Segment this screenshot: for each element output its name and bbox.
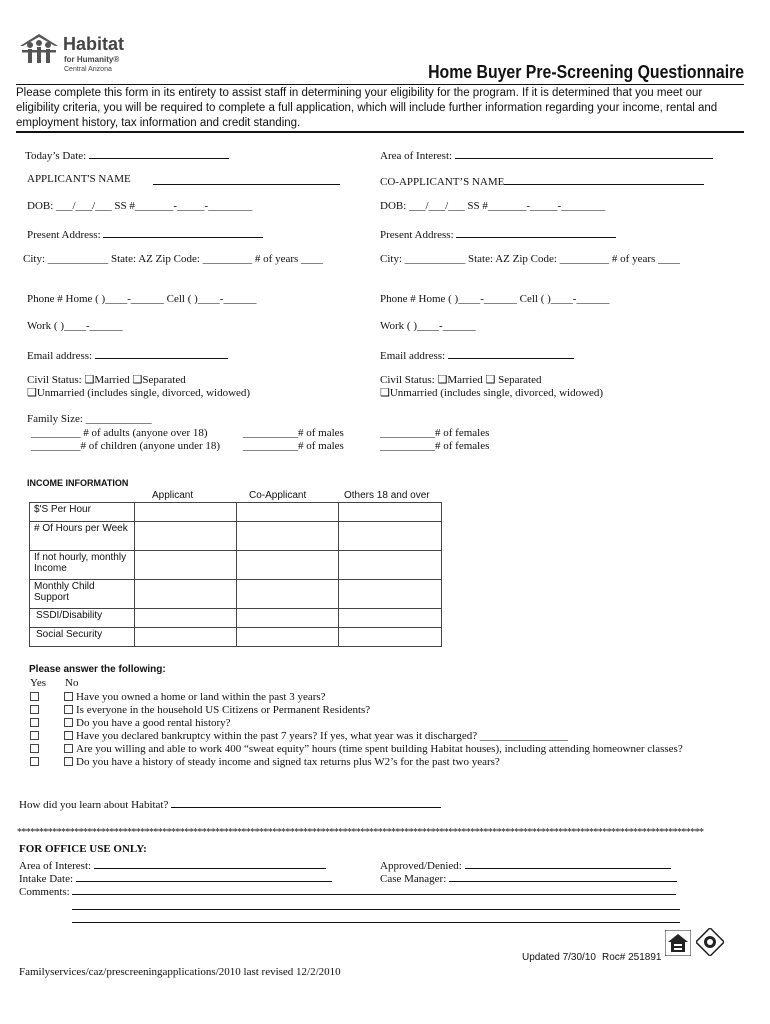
income-row-label: $'S Per Hour — [30, 503, 135, 522]
no-checkbox[interactable] — [64, 744, 73, 753]
intro-paragraph: Please complete this form in its entirety to assist staff in determining your eligibility for the program. If it is determined that you meet our eligibility criteria, you will be required to complete a full application, which will include further information regarding your income, rental and employment history, tax information and credit standing. — [16, 87, 718, 129]
income-cell[interactable] — [135, 503, 237, 522]
no-checkbox[interactable] — [64, 692, 73, 701]
income-col-others: Others 18 and over — [344, 490, 430, 501]
applicant-email-field[interactable] — [95, 347, 228, 359]
table-row — [30, 551, 442, 580]
applicant-name-field[interactable] — [153, 173, 340, 185]
income-row-label: Monthly Child Support — [30, 580, 135, 609]
table-row — [30, 628, 442, 647]
area-of-interest-field[interactable] — [455, 147, 713, 159]
income-row-label: Social Security — [30, 628, 135, 647]
females-count-field-1[interactable]: __________# of females — [380, 427, 490, 439]
applicant-work-phone-field[interactable]: Work ( )____-______ — [27, 320, 123, 332]
applicant-civil-status[interactable]: Civil Status: ❑Married ❑Separated — [27, 374, 186, 386]
document-path: Familyservices/caz/prescreeningapplications/2010 last revised 12/2/2010 — [19, 966, 341, 978]
office-heading: FOR OFFICE USE ONLY: — [19, 843, 147, 855]
income-cell[interactable] — [237, 522, 339, 551]
learn-about-field[interactable] — [171, 796, 441, 808]
children-count-field[interactable]: _________# of children (anyone under 18) — [31, 440, 221, 452]
coapplicant-name-field[interactable] — [504, 173, 704, 185]
income-row-label: SSDI/Disability — [30, 609, 135, 628]
office-comments-line-3[interactable] — [72, 911, 680, 923]
coapplicant-city-state-zip[interactable]: City: ___________ State: AZ Zip Code: _________ # of years ____ — [380, 253, 681, 265]
applicant-name-label: APPLICANT'S NAME — [27, 173, 131, 185]
applicant-phone-field[interactable]: Phone # Home ( )____-______ Cell ( )____-______ — [27, 293, 257, 305]
title-rule — [16, 84, 744, 85]
office-approved-field[interactable] — [465, 857, 671, 869]
income-cell[interactable] — [339, 503, 442, 522]
income-heading: INCOME INFORMATION — [27, 478, 129, 488]
coapplicant-email-field[interactable] — [448, 347, 574, 359]
income-cell[interactable] — [237, 551, 339, 580]
income-col-coapplicant: Co-Applicant — [249, 490, 307, 501]
yes-checkbox[interactable] — [30, 705, 39, 714]
learn-about-label: How did you learn about Habitat? — [19, 796, 441, 811]
office-area-label: Area of Interest: — [19, 857, 326, 872]
coapplicant-phone-field[interactable]: Phone # Home ( )____-______ Cell ( )____-______ — [380, 293, 610, 305]
coapplicant-address-field[interactable] — [456, 226, 616, 238]
intro-rule — [16, 131, 744, 133]
office-manager-field[interactable] — [449, 870, 677, 882]
habitat-people-icon — [18, 32, 60, 66]
income-cell[interactable] — [135, 609, 237, 628]
males-count-field-1[interactable]: __________# of males — [243, 427, 344, 439]
applicant-dob-ss-field[interactable]: DOB: ___/___/___ SS #_______-_____-________ — [27, 200, 253, 212]
income-cell[interactable] — [135, 522, 237, 551]
income-cell[interactable] — [237, 609, 339, 628]
logo-region: Central Arizona — [64, 66, 112, 73]
applicant-email-label: Email address: — [27, 347, 228, 362]
yes-checkbox[interactable] — [30, 718, 39, 727]
office-intake-field[interactable] — [76, 870, 332, 882]
table-row — [30, 609, 442, 628]
applicant-address-label: Present Address: — [27, 226, 263, 241]
question-4: Have you declared bankruptcy within the past 7 years? If yes, what year was it discharged? ________________ — [30, 730, 568, 742]
income-cell[interactable] — [339, 551, 442, 580]
coapplicant-civil-status[interactable]: Civil Status: ❑Married ❑ Separated — [380, 374, 542, 386]
question-5: Are you willing and able to work 400 “sweat equity” hours (time spent building Habitat houses), including attending homeowner classes? — [30, 743, 683, 755]
income-table — [29, 502, 442, 647]
income-cell[interactable] — [237, 580, 339, 609]
roc-number: Roc# 251891 — [602, 952, 662, 963]
males-count-field-2[interactable]: __________# of males — [243, 440, 344, 452]
no-checkbox[interactable] — [64, 757, 73, 766]
income-row-label: # Of Hours per Week — [30, 522, 135, 551]
table-row — [30, 503, 442, 522]
area-of-interest-label: Area of Interest: — [380, 147, 713, 162]
coapplicant-email-label: Email address: — [380, 347, 574, 362]
family-size-field[interactable]: Family Size: ____________ — [27, 413, 152, 425]
yes-checkbox[interactable] — [30, 744, 39, 753]
income-cell[interactable] — [339, 522, 442, 551]
income-cell[interactable] — [237, 503, 339, 522]
income-col-applicant: Applicant — [152, 490, 194, 501]
coapplicant-unmarried-option[interactable]: ❑Unmarried (includes single, divorced, widowed) — [380, 387, 604, 399]
coapplicant-name-label: CO-APPLICANT’S NAME — [380, 173, 704, 188]
question-2: Is everyone in the household US Citizens or Permanent Residents? — [30, 704, 370, 716]
todays-date-label: Today’s Date: — [25, 147, 229, 162]
income-cell[interactable] — [135, 580, 237, 609]
adults-count-field[interactable]: _________ # of adults (anyone over 18) — [31, 427, 208, 439]
office-intake-label: Intake Date: — [19, 870, 332, 885]
office-comments-label: Comments: — [19, 883, 676, 898]
office-approved-label: Approved/Denied: — [380, 857, 671, 872]
females-count-field-2[interactable]: __________# of females — [380, 440, 490, 452]
logo-name: Habitat — [63, 34, 125, 54]
no-checkbox[interactable] — [64, 705, 73, 714]
coapplicant-work-phone-field[interactable]: Work ( )____-______ — [380, 320, 476, 332]
logo-sub: for Humanity® — [64, 55, 120, 64]
office-comments-line-2[interactable] — [72, 898, 680, 910]
coapplicant-address-label: Present Address: — [380, 226, 616, 241]
todays-date-field[interactable] — [89, 147, 229, 159]
question-3: Do you have a good rental history? — [30, 717, 231, 729]
table-row — [30, 580, 442, 609]
updated-date: Updated 7/30/10 — [522, 952, 596, 963]
no-checkbox[interactable] — [64, 731, 73, 740]
office-divider: ************************************************************************************************************************************************************ — [17, 827, 704, 838]
income-cell[interactable] — [339, 609, 442, 628]
certification-seal-icon — [696, 928, 724, 956]
page-title: Home Buyer Pre-Screening Questionnaire — [427, 62, 744, 82]
table-row — [30, 522, 442, 551]
income-cell[interactable] — [339, 580, 442, 609]
applicant-unmarried-option[interactable]: ❑Unmarried (includes single, divorced, widowed) — [27, 387, 251, 399]
applicant-city-state-zip[interactable]: City: ___________ State: AZ Zip Code: _________ # of years ____ — [23, 253, 324, 265]
yes-checkbox[interactable] — [30, 757, 39, 766]
income-cell[interactable] — [339, 628, 442, 647]
income-cell[interactable] — [135, 551, 237, 580]
no-checkbox[interactable] — [64, 718, 73, 727]
questions-heading: Please answer the following: — [29, 664, 166, 675]
income-cell[interactable] — [237, 628, 339, 647]
coapplicant-dob-ss-field[interactable]: DOB: ___/___/___ SS #_______-_____-________ — [380, 200, 606, 212]
no-column-label: No — [65, 677, 79, 689]
question-1: Have you owned a home or land within the past 3 years? — [30, 691, 326, 703]
yes-checkbox[interactable] — [30, 692, 39, 701]
applicant-address-field[interactable] — [103, 226, 263, 238]
equal-housing-icon — [665, 930, 691, 956]
yes-column-label: Yes — [30, 677, 47, 689]
income-cell[interactable] — [135, 628, 237, 647]
income-row-label: If not hourly, monthly Income — [30, 551, 135, 580]
office-manager-label: Case Manager: — [380, 870, 677, 885]
question-6: Do you have a history of steady income and signed tax returns plus W2’s for the past two years? — [30, 756, 500, 768]
office-area-field[interactable] — [94, 857, 326, 869]
yes-checkbox[interactable] — [30, 731, 39, 740]
